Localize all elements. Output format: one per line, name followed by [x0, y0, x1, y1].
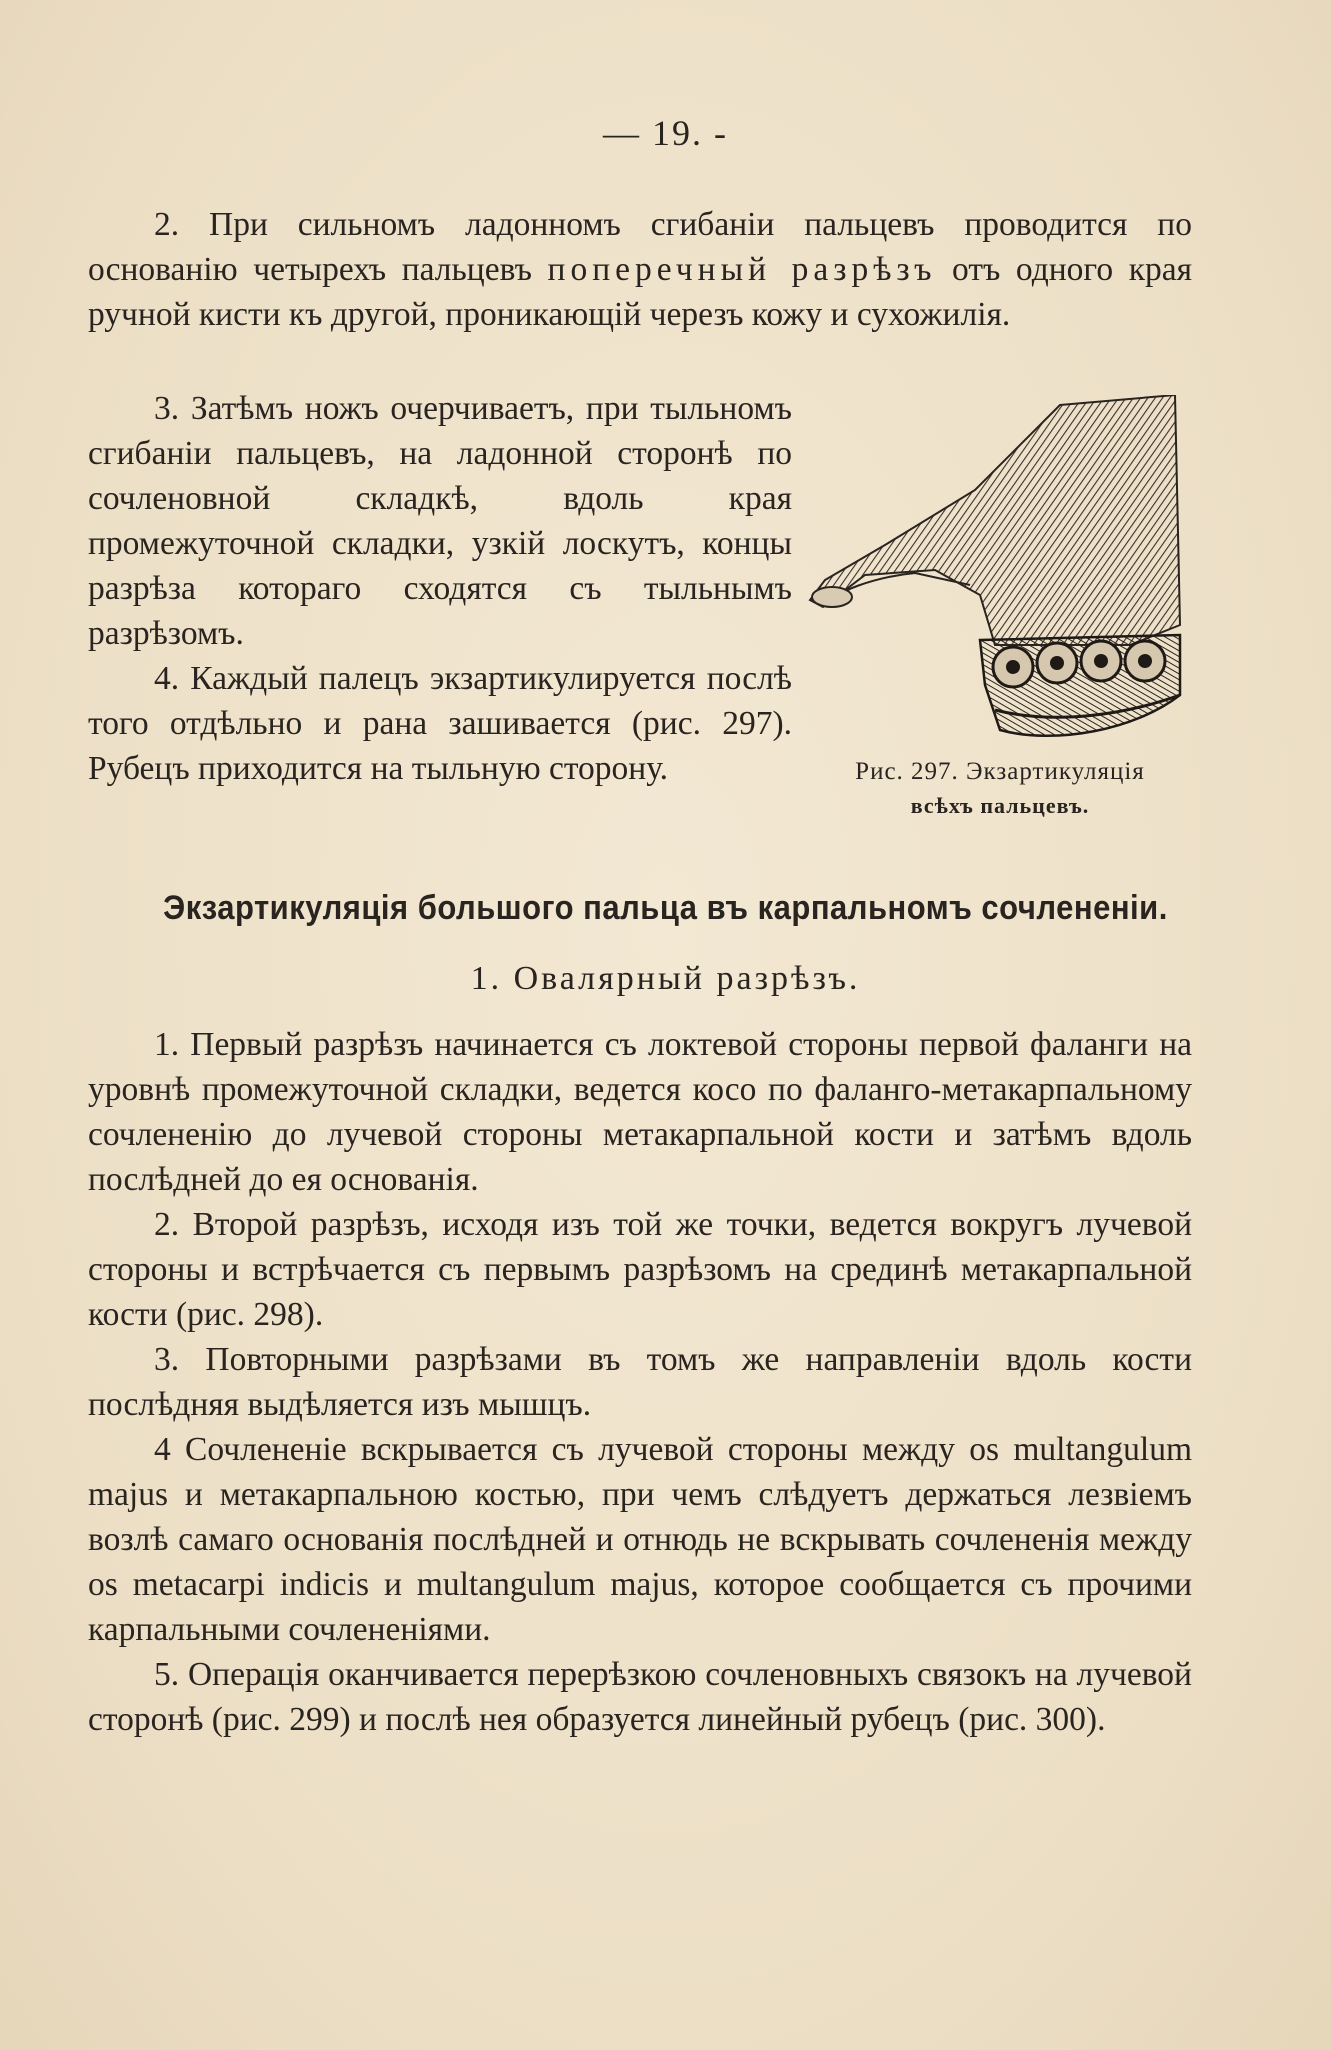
procedure-steps [88, 1022, 1192, 1742]
caption-line-2: всѣхъ пальцевъ. [910, 793, 1090, 818]
step-3: 3. Повторными разрѣзами въ томъ же направленiи вдоль кости послѣдняя выдѣляется изъ мышцъ. [88, 1341, 1192, 1423]
hand-engraving [805, 395, 1205, 753]
figure-297-hand-illustration [805, 395, 1205, 753]
para1-end: отъ одного края ручной кисти къ другой, проникающiй черезъ кожу и сухожилiя. [88, 251, 1193, 333]
step-4: 4 Сочлененiе вскрывается съ лучевой стороны между os multangulum majus и метакарпальною костью, при чемъ слѣдуетъ держаться лезвiемъ возлѣ самаго основанiя послѣдней и отнюдь не вскрывать сочлененiя между os metacarpi indicis и multangulum majus, которое сообщается съ прочими карпальными сочлененiями. [88, 1431, 1192, 1648]
paragraph-4: 4. Каждый палецъ экзартикулируется послѣ того отдѣльно и рана зашивается (рис. 297). Рубецъ приходится на тыльную сторону. [88, 660, 792, 787]
figure-caption [795, 755, 1205, 823]
paragraph-text [88, 202, 1192, 337]
para1-start: 2. При сильномъ ладонномъ сгибанiи пальцевъ проводится по основанiю четырехъ пальцевъ [88, 206, 1192, 288]
section-heading: Экзартикуляцiя большого пальца въ карпальномъ сочлененiи. [163, 887, 1168, 928]
subsection-heading: 1. Овалярный разрѣзъ. [470, 960, 861, 997]
paragraph-3: 3. Затѣмъ ножъ очерчиваетъ, при тыльномъ сгибанiи пальцевъ, на ладонной сторонѣ по сочленовной складкѣ, вдоль края промежуточной складки, узкiй лоскутъ, концы разрѣза котораго сходятся съ тыльнымъ разрѣзомъ. [88, 390, 792, 652]
step-2: 2. Второй разрѣзъ, исходя изъ той же точки, ведется вокругъ лучевой стороны и встрѣчается съ первымъ разрѣзомъ на срединѣ метакарпальной кости (рис. 298). [88, 1206, 1192, 1333]
page-number: — 19. - [603, 113, 728, 153]
emphasized-term: поперечный разрѣзъ [547, 251, 937, 288]
step-1: 1. Первый разрѣзъ начинается съ локтевой стороны первой фаланги на уровнѣ промежуточной складки, ведется косо по фаланго-метакарпальному сочлененiю до лучевой стороны метакарпальной кости и затѣмъ вдоль послѣдней до ея основанiя. [88, 1026, 1192, 1198]
step-5: 5. Операцiя оканчивается перерѣзкою сочленовныхъ связокъ на лучевой сторонѣ (рис. 299) и послѣ нея образуется линейный рубецъ (рис. 300). [88, 1656, 1192, 1738]
text-beside-figure [88, 386, 792, 791]
paragraph-2 [88, 202, 1192, 337]
caption-line-1: Рис. 297. Экзартикуляцiя [855, 758, 1145, 785]
